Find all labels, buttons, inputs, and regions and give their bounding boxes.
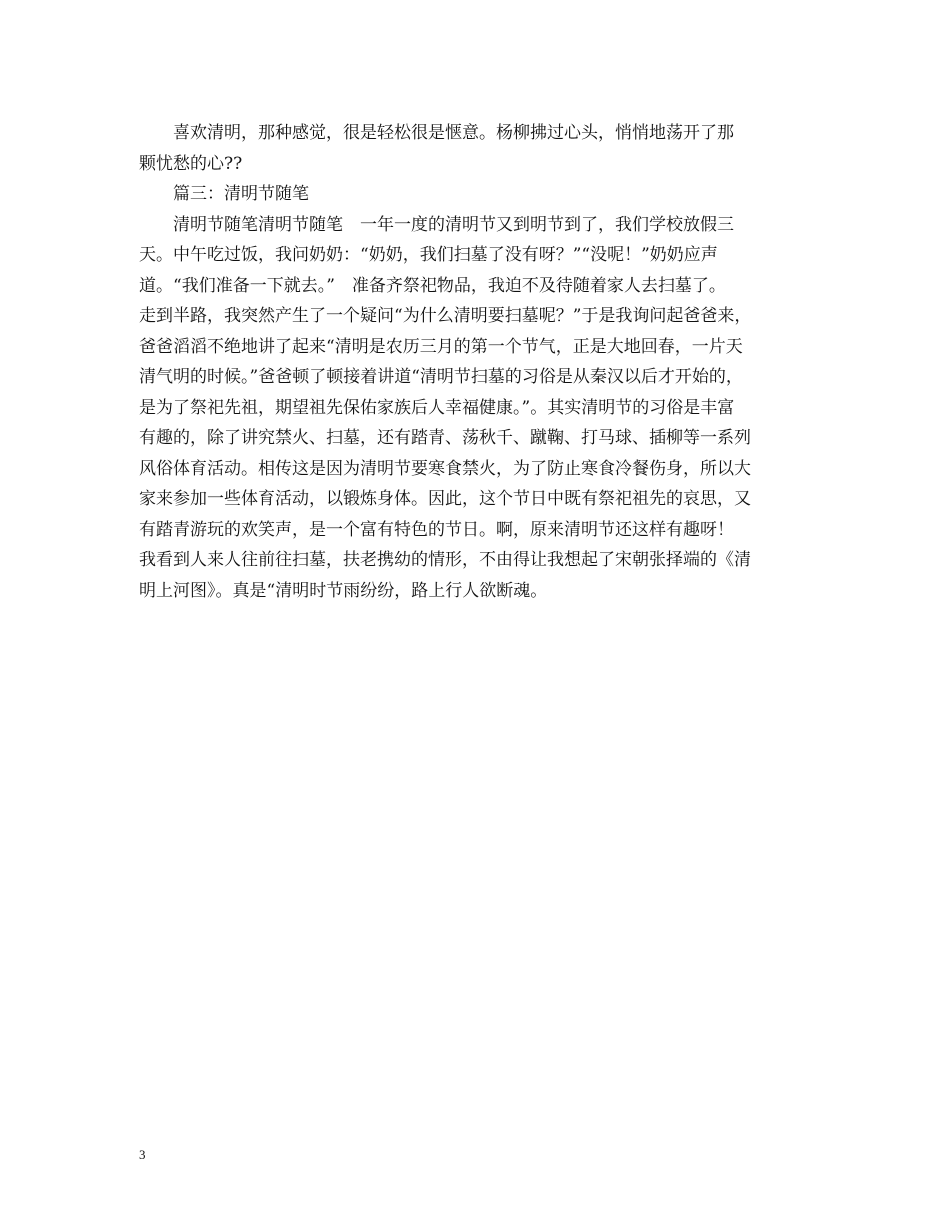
text-line: 有趣的，除了讲究禁火、扫墓，还有踏青、荡秋千、蹴鞠、打马球、插柳等一系列 bbox=[139, 428, 751, 448]
text-line: 家来参加一些体育活动，以锻炼身体。因此，这个节日中既有祭祀祖先的哀思，又 bbox=[139, 489, 751, 509]
text-line: 喜欢清明，那种感觉，很是轻松很是惬意。杨柳拂过心头，悄悄地荡开了那 bbox=[139, 123, 734, 143]
text-line: 有踏青游玩的欢笑声，是一个富有特色的节日。啊，原来清明节还这样有趣呀！ bbox=[139, 519, 734, 540]
text-line: 颗忧愁的心?? bbox=[139, 153, 243, 174]
text-line: 天。中午吃过饭，我问奶奶：“奶奶，我们扫墓了没有呀？”“没呢！”奶奶应声 bbox=[139, 245, 718, 265]
text-line: 爸爸滔滔不绝地讲了起来“清明是农历三月的第一个节气，正是大地回春，一片天 bbox=[139, 336, 743, 357]
text-line: 道。“我们准备一下就去。” 准备齐祭祀物品，我迫不及待随着家人去扫墓了。 bbox=[139, 275, 726, 296]
text-line: 清明节随笔清明节随笔 一年一度的清明节又到明节到了，我们学校放假三 bbox=[139, 214, 734, 235]
page-number: 3 bbox=[139, 1147, 146, 1162]
text-line: 风俗体育活动。相传这是因为清明节要寒食禁火，为了防止寒食冷餐伤身，所以大 bbox=[139, 458, 751, 479]
text-line: 我看到人来人往前往扫墓，扶老携幼的情形，不由得让我想起了宋朝张择端的《清 bbox=[139, 550, 751, 570]
text-line: 明上河图》。真是“清明时节雨纷纷，路上行人欲断魂。 bbox=[139, 580, 548, 601]
body-text bbox=[139, 118, 819, 606]
text-line: 清气明的时候。”爸爸顿了顿接着讲道“清明节扫墓的习俗是从秦汉以后才开始的， bbox=[139, 367, 743, 387]
section-heading: 篇三：清明节随笔 bbox=[139, 184, 309, 204]
text-line: 是为了祭祀先祖，期望祖先保佑家族后人幸福健康。”。其实清明节的习俗是丰富 bbox=[139, 397, 735, 418]
text-line: 走到半路，我突然产生了一个疑问“为什么清明要扫墓呢？”于是我询问起爸爸来， bbox=[139, 306, 752, 326]
